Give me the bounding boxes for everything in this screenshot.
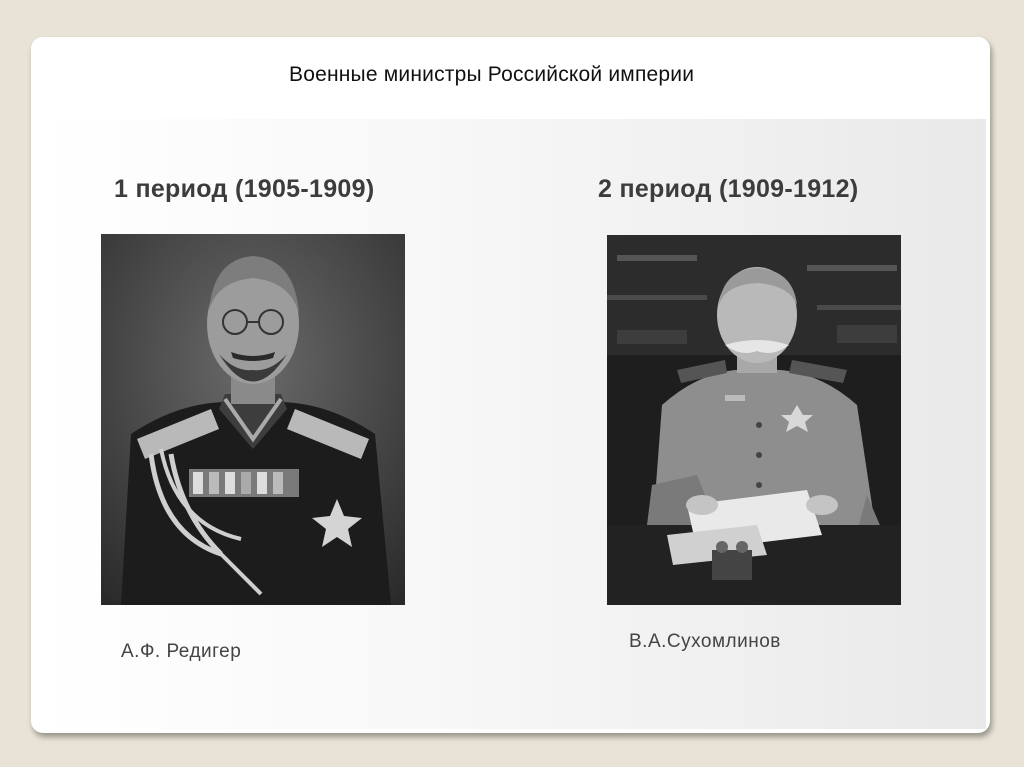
period-label-2: 2 период (1909-1912) [598,175,859,203]
caption-rediger: А.Ф. Редигер [121,641,242,662]
portrait-sukhomlinov [607,235,901,605]
period-label-1: 1 период (1905-1909) [114,175,375,203]
slide-title: Военные министры Российской империи [289,63,695,86]
portrait-rediger [101,234,405,605]
caption-sukhomlinov: В.А.Сухомлинов [629,631,781,652]
title-bar [31,37,990,119]
slide-content [35,119,986,729]
slide [31,37,990,733]
